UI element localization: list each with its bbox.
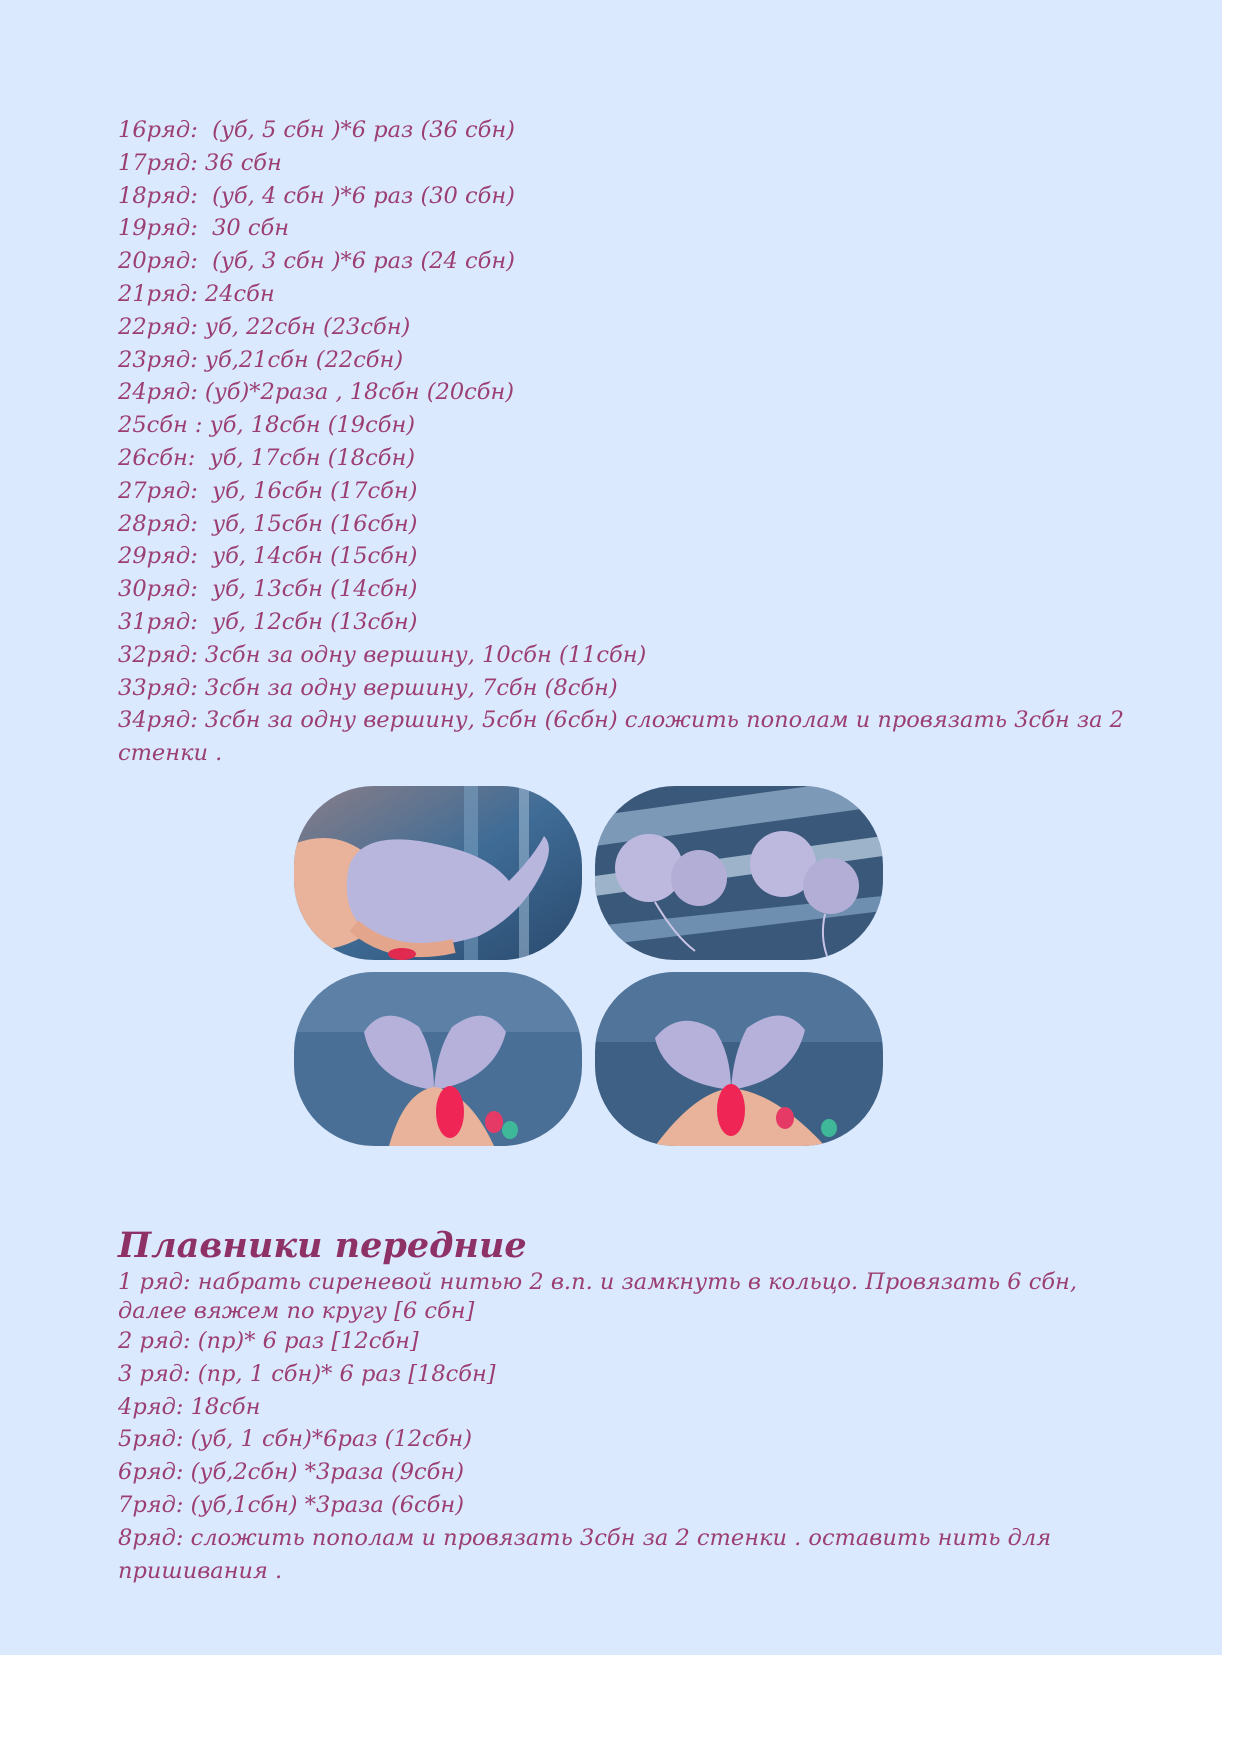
pattern-row: 30ряд: уб, 13сбн (14сбн)	[118, 576, 418, 603]
crochet-circles-image	[595, 786, 883, 960]
pattern-row: 23ряд: уб,21сбн (22сбн)	[118, 346, 404, 373]
pattern-row: 28ряд: уб, 15сбн (16сбн)	[118, 510, 418, 537]
pattern-row: 16ряд: (уб, 5 сбн )*6 раз (36 сбн)	[118, 117, 515, 143]
photo-collage	[294, 786, 884, 1146]
pattern-row: 7ряд: (уб,1сбн) *3раза (6сбн)	[118, 1491, 464, 1518]
pattern-row: 18ряд: (уб, 4 сбн )*6 раз (30 сбн)	[118, 182, 515, 209]
pattern-row: 21ряд: 24сбн	[118, 280, 275, 307]
pattern-row: 20ряд: (уб, 3 сбн )*6 раз (24 сбн)	[118, 248, 515, 275]
section-title: Плавники передние	[118, 1225, 527, 1266]
pattern-row: 33ряд: 3сбн за одну вершину, 7сбн (8сбн)	[118, 674, 618, 701]
pattern-row: 19ряд: 30 сбн	[118, 215, 290, 242]
fins-in-hand-photo-1	[294, 972, 582, 1146]
pattern-row: 24ряд: (уб)*2раза , 18сбн (20сбн)	[118, 379, 515, 406]
pattern-row: 34ряд: 3сбн за одну вершину, 5сбн (6сбн) сложить пополам и провязать 3сбн за 2 стенки .	[118, 707, 1132, 767]
pattern-row: 2 ряд: (пр)* 6 раз [12сбн]	[118, 1328, 419, 1354]
pattern-row: 25сбн : уб, 18сбн (19сбн)	[118, 412, 416, 439]
pattern-row: 1 ряд: набрать сиреневой нитью 2 в.п. и замкнуть в кольцо. Провязать 6 сбн, далее вяжем по кругу [6 сбн]	[118, 1269, 1085, 1324]
pattern-row: 6ряд: (уб,2сбн) *3раза (9сбн)	[118, 1459, 464, 1486]
pattern-row: 3 ряд: (пр, 1 сбн)* 6 раз [18сбн]	[118, 1360, 496, 1387]
fins-in-hand-photo-2	[595, 972, 883, 1146]
crochet-circles-photo	[595, 786, 883, 960]
fins-image-1	[294, 972, 582, 1146]
whale-body-image	[294, 786, 582, 960]
whale-body-photo	[294, 786, 582, 960]
pattern-row: 5ряд: (уб, 1 сбн)*6раз (12сбн)	[118, 1426, 473, 1453]
pattern-row: 27ряд: уб, 16сбн (17сбн)	[118, 477, 418, 504]
pattern-rows-fins	[118, 1268, 1118, 1587]
pattern-row: 29ряд: уб, 14сбн (15сбн)	[118, 543, 418, 570]
pattern-row: 32ряд: 3сбн за одну вершину, 10сбн (11сбн)	[118, 641, 647, 668]
fins-image-2	[595, 972, 883, 1146]
pattern-row: 26сбн: уб, 17сбн (18сбн)	[118, 444, 416, 471]
pattern-row: 31ряд: уб, 12сбн (13сбн)	[118, 608, 418, 635]
pattern-row: 22ряд: уб, 22сбн (23сбн)	[118, 313, 411, 340]
pattern-rows-top	[118, 114, 1132, 770]
pattern-row: 4ряд: 18сбн	[118, 1393, 261, 1420]
pattern-row: 8ряд: сложить пополам и провязать 3сбн за 2 стенки . оставить нить для пришивания .	[118, 1524, 1059, 1584]
pattern-row: 17ряд: 36 сбн	[118, 149, 282, 176]
